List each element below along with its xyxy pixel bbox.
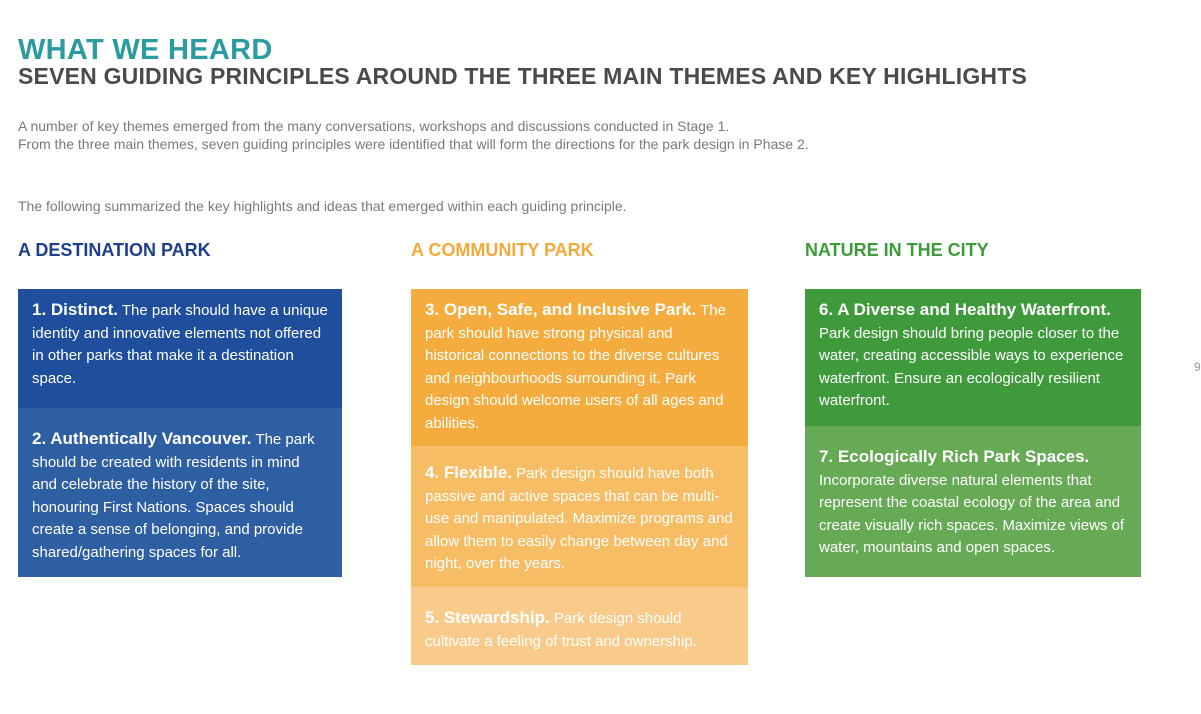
community-park-heading: A COMMUNITY PARK (411, 240, 594, 260)
principle-3-text: The park should have strong physical and historical connections to the diverse cultures and neighbourhoods surrounding it. Park design should welcome users of all ages and abilities. (425, 302, 726, 432)
principle-7-text: Incorporate diverse natural elements that represent the coastal ecology of the area and create visually rich spaces. Maximize views of water, mountains and open spaces. (819, 471, 1125, 556)
principle-card-6 (805, 289, 1141, 426)
page-subtitle: SEVEN GUIDING PRINCIPLES AROUND THE THREE MAIN THEMES AND KEY HIGHLIGHTS (18, 63, 1028, 89)
principle-card-5 (411, 587, 748, 665)
principle-5-title: 5. Stewardship. (425, 608, 550, 627)
principle-card-2 (18, 408, 342, 577)
intro-line-1: A number of key themes emerged from the many conversations, workshops and discussions conducted in Stage 1. (18, 118, 730, 134)
principle-2-text: The park should be created with residents in mind and celebrate the history of the site, honouring First Nations. Spaces should create a sense of belonging, and provide shared/gathering spaces for all. (32, 431, 315, 561)
summary-text: The following summarized the key highlights and ideas that emerged within each guiding principle. (18, 198, 627, 214)
principle-4-title: 4. Flexible. (425, 463, 512, 482)
principle-card-1 (18, 289, 342, 408)
nature-in-city-heading: NATURE IN THE CITY (805, 240, 989, 260)
principle-card-7 (805, 426, 1141, 577)
intro-line-2: From the three main themes, seven guiding principles were identified that will form the directions for the park design in Phase 2. (18, 136, 809, 152)
principle-7-title: 7. Ecologically Rich Park Spaces. (819, 447, 1090, 466)
page-edge-mark: 9 (1194, 360, 1201, 374)
page-title: WHAT WE HEARD (18, 34, 273, 66)
principle-1-title: 1. Distinct. (32, 300, 118, 319)
principle-3-title: 3. Open, Safe, and Inclusive Park. (425, 300, 697, 319)
principle-2-title: 2. Authentically Vancouver. (32, 429, 252, 448)
principle-card-4 (411, 446, 748, 587)
principle-1-text: The park should have a unique identity and innovative elements not offered in other parks that make it a destination space. (32, 302, 328, 387)
principle-4-text: Park design should have both passive and active spaces that can be multi-use and manipulated. Maximize programs and allow them to easily change between day and night, over the years. (425, 465, 733, 572)
principle-6-text: Park design should bring people closer to the water, creating accessible ways to experience waterfront. Ensure an ecologically resilient waterfront. (819, 324, 1124, 409)
principle-card-3 (411, 289, 748, 446)
principle-6-title: 6. A Diverse and Healthy Waterfront. (819, 300, 1111, 319)
principle-5-text: Park design should cultivate a feeling of trust and ownership. (425, 610, 697, 650)
destination-park-heading: A DESTINATION PARK (18, 240, 211, 260)
intro-paragraph (18, 117, 858, 153)
